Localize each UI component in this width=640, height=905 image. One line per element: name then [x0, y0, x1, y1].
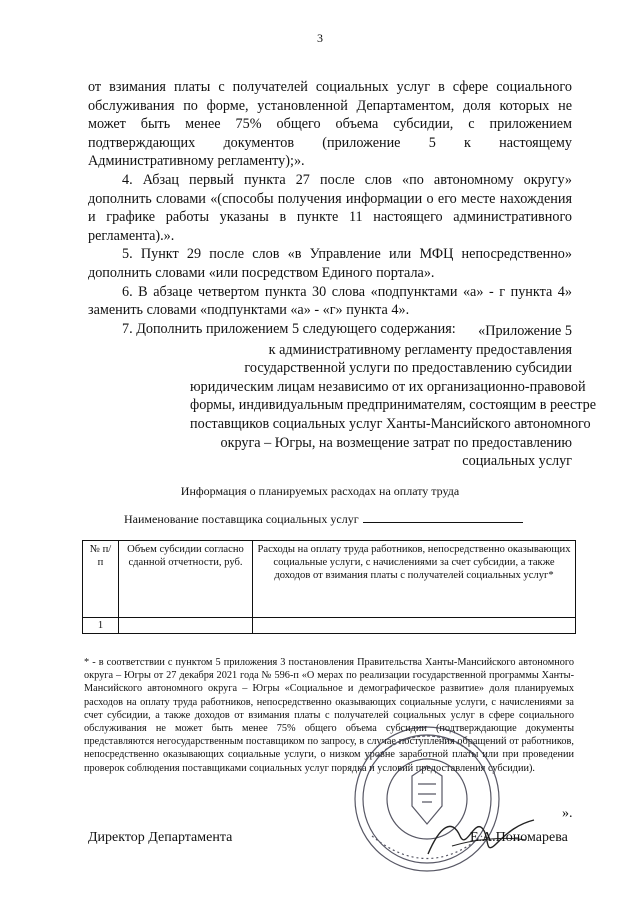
- appendix-line: формы, индивидуальным предпринимателям, состоящим в реестре: [190, 397, 597, 414]
- appendix-line: округа – Югры, на возмещение затрат по предоставлению: [220, 434, 572, 451]
- appendix-line: поставщиков социальных услуг Ханты-Мансийского автономного: [190, 415, 591, 432]
- table-header-row: [83, 541, 576, 618]
- page-number: 3: [317, 31, 323, 45]
- paragraph: от взимания платы с получателей социальных услуг в сфере социального обслуживания по форме, установленной Департаментом, доля которых не может быть менее 75% общего объема субсидии, с приложением подтверждающих документов (приложение 5 к настоящему Административному регламенту);».: [88, 79, 572, 170]
- appendix-line: юридическим лицам независимо от их организационно-правовой: [190, 378, 586, 395]
- appendix-line: «Приложение 5: [478, 323, 572, 339]
- salary-expense-table: [82, 540, 576, 634]
- paragraph: 7. Дополнить приложением 5 следующего содержания:: [122, 320, 456, 337]
- column-header-subsidy: Объем субсидии согласно сданной отчетности, руб.: [119, 541, 253, 618]
- supplier-label: Наименование поставщика социальных услуг: [124, 512, 359, 526]
- appendix-line: к административному регламенту предоставления: [268, 341, 572, 358]
- column-header-number: № п/п: [83, 541, 119, 618]
- paragraph: 5. Пункт 29 после слов «в Управление или МФЦ непосредственно» дополнить словами «или посредством Единого портала».: [88, 246, 572, 281]
- supplier-name-field: [124, 512, 523, 527]
- supplier-blank-line: [363, 512, 523, 523]
- table-cell: 1: [83, 618, 119, 634]
- paragraph: 4. Абзац первый пункта 27 после слов «по автономному округу» дополнить словами «(способы получения информации о его месте нахождения и графике работы указаны в пункте 11 настоящего административного регламента).».: [88, 171, 572, 244]
- paragraph: 6. В абзаце четвертом пункта 30 слова «подпунктами «а» - г пункта 4» заменить словами «подпунктами «а» - «г» пункта 4».: [88, 283, 572, 319]
- signatory-name: Е.А.Пономарева: [470, 830, 568, 845]
- footnote: * - в соответствии с пунктом 5 приложения 3 постановления Правительства Ханты-Мансийского автономного округа – Югры от 27 декабря 2021 года № 596-п «О мерах по реализации государственной программы Ханты-Мансийского автономного округа – Югры «Социальное и демографическое развитие» доля планируемых расходов на оплату труда работников, непосредственно оказывающих социальные услуги, с начислениями за счет субсидии, а также доходов от взимания платы с получателей социальных услуг в сфере социального обслуживания не может быть менее 75% общего объема субсидии (подтверждающие документы представляются негосударственным поставщиком по запросу, в случае поступления обращений от работников, непосредственно оказывающих социальные услуги, о низком уровне заработной платы или при проведении проверок соблюдения поставщиками социальных услуг порядка и условий предоставления субсидии).: [84, 657, 574, 774]
- appendix-line: социальных услуг: [462, 453, 572, 470]
- table-cell: [119, 618, 253, 634]
- column-header-expenses: Расходы на оплату труда работников, непосредственно оказывающих социальные услуги, с начислениями за счет субсидии, а также доходов от взимания платы с получателей социальных услуг*: [253, 541, 576, 618]
- table-cell: [253, 618, 576, 634]
- info-title: Информация о планируемых расходах на оплату труда: [180, 484, 460, 498]
- body-paragraphs: [88, 78, 572, 338]
- appendix-header: [190, 322, 597, 471]
- table-row: [83, 618, 576, 634]
- closing-quote: ».: [562, 806, 573, 821]
- appendix-line: государственной услуги по предоставлению субсидии: [244, 360, 572, 377]
- signatory-title: Директор Департамента: [88, 830, 233, 845]
